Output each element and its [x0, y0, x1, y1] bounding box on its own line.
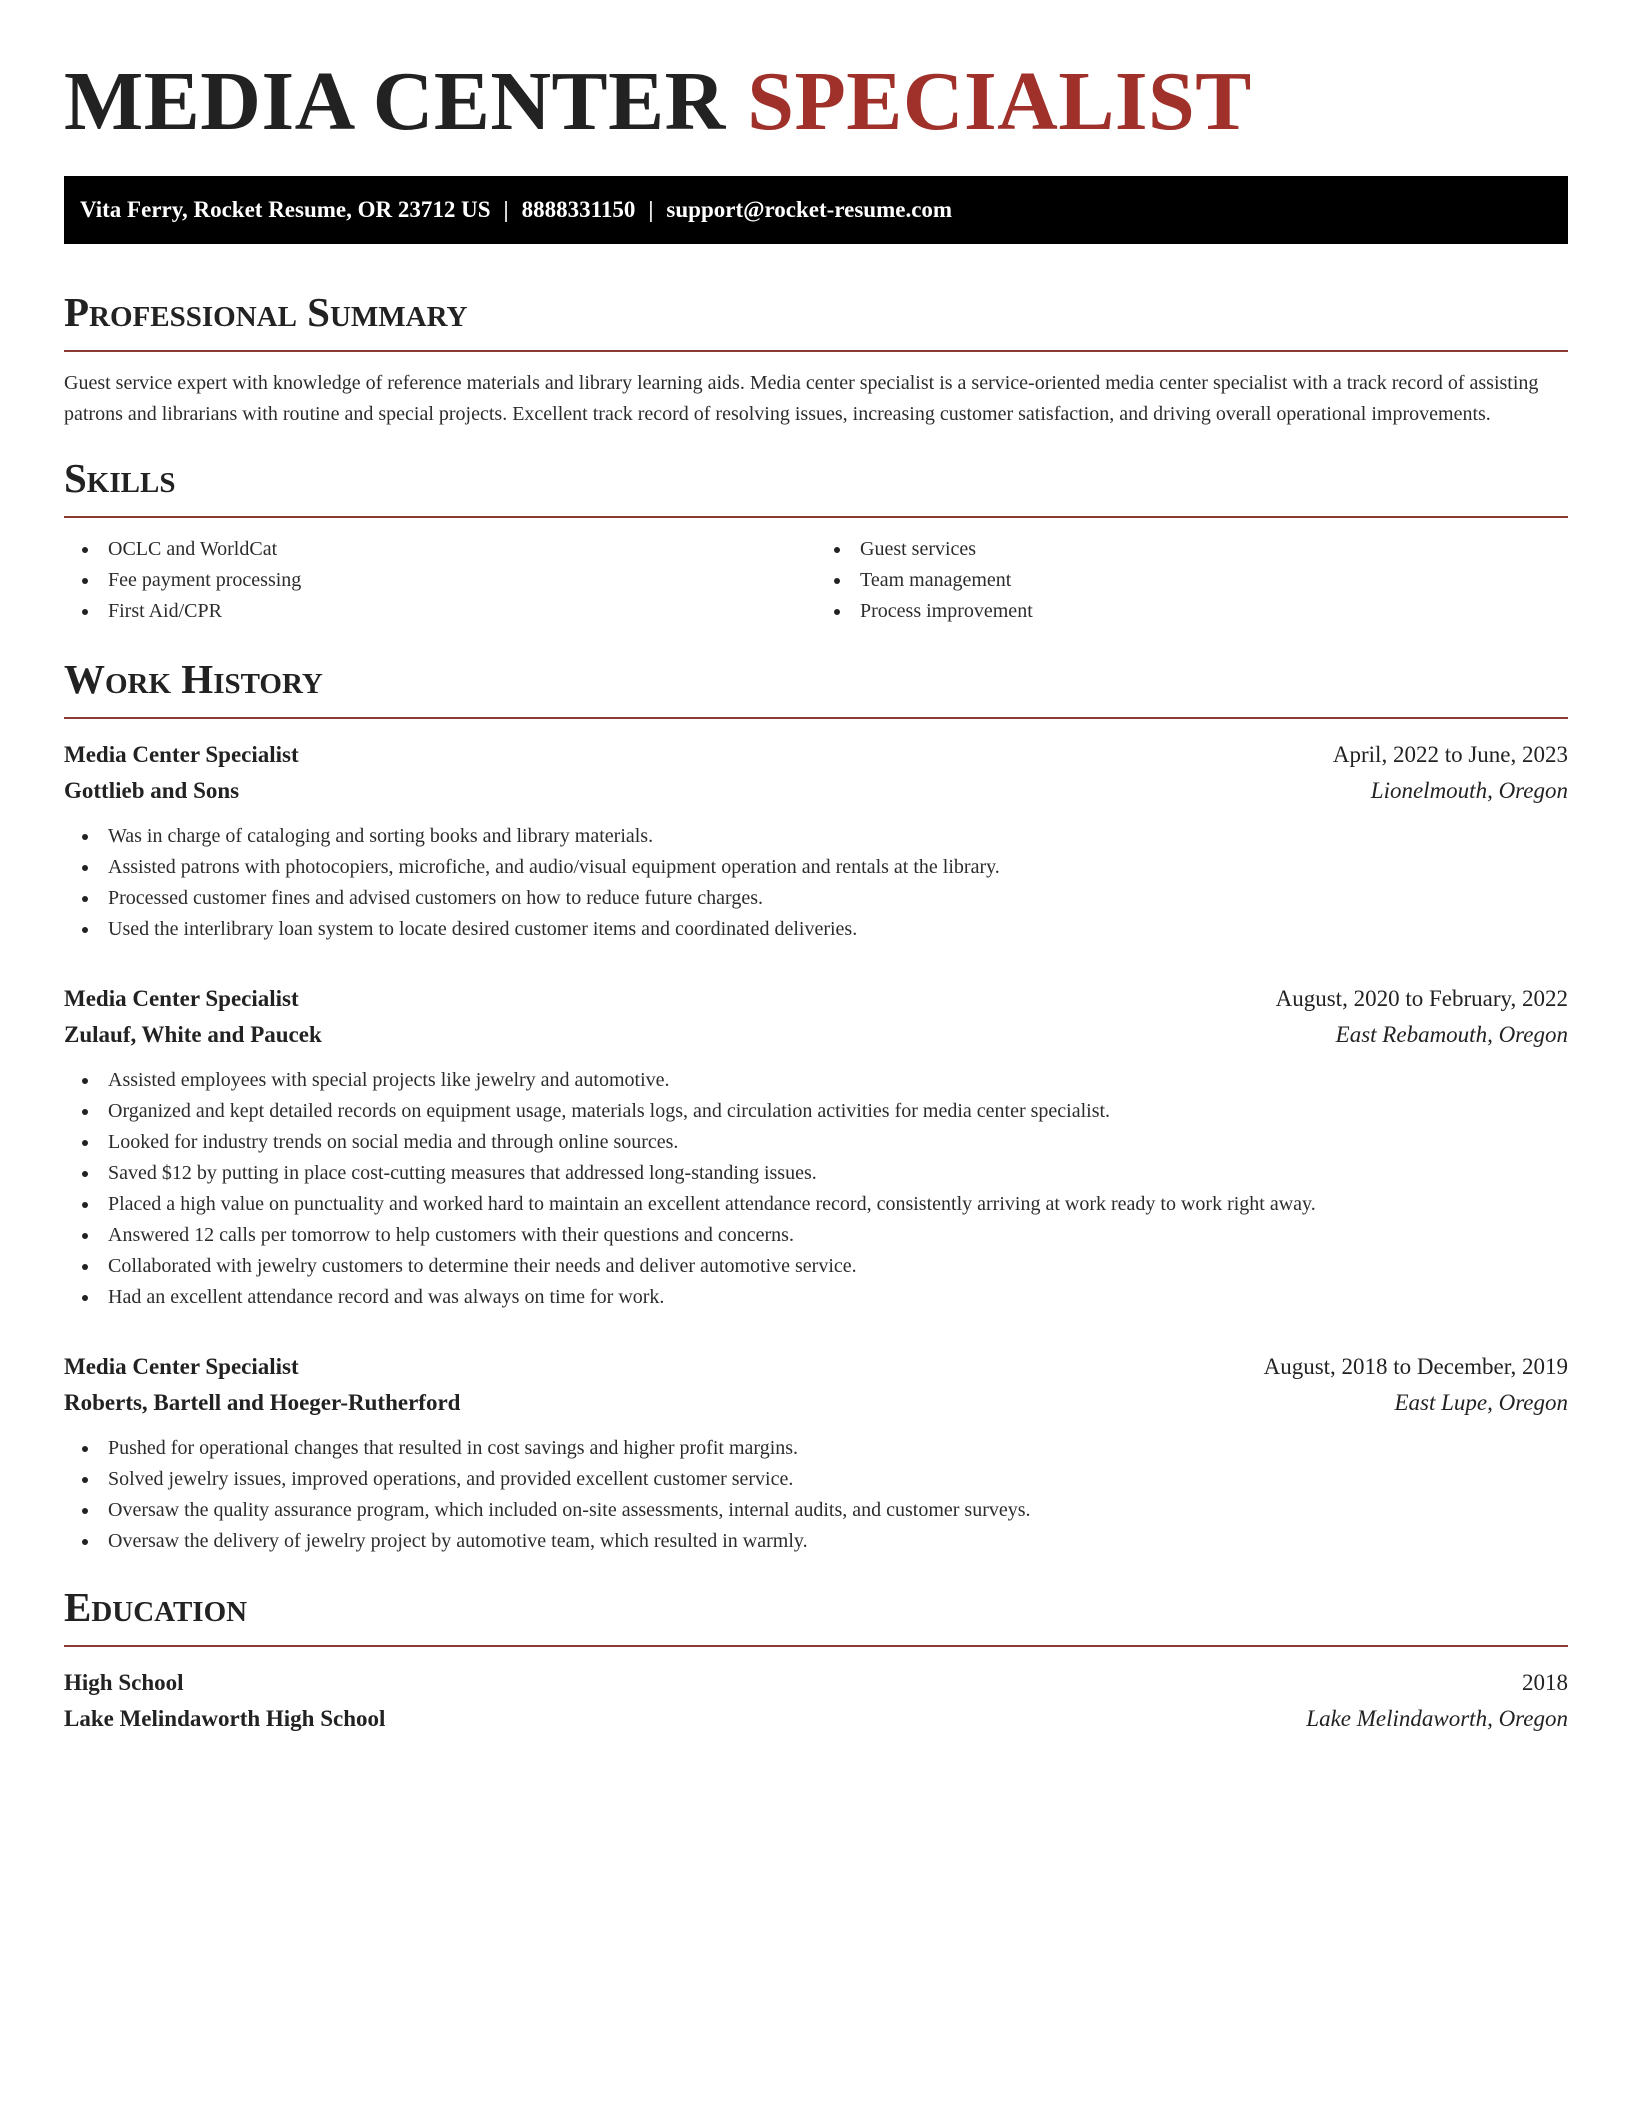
job-subheader-row — [64, 773, 1568, 809]
job-bullet: Organized and kept detailed records on equipment usage, materials logs, and circulation activities for media center specialist. — [64, 1096, 1568, 1127]
skill-item: OCLC and WorldCat — [64, 534, 816, 565]
section-divider — [64, 516, 1568, 518]
resume-title — [64, 0, 1568, 158]
section-divider — [64, 717, 1568, 719]
education-section — [64, 1583, 1568, 1737]
job-company: Gottlieb and Sons — [64, 778, 240, 803]
skill-item: Fee payment processing — [64, 565, 816, 596]
job-subheader-row — [64, 1017, 1568, 1053]
education-heading: Education — [64, 1584, 248, 1630]
job-entry — [64, 981, 1568, 1313]
contact-email: support@rocket-resume.com — [666, 197, 953, 222]
job-subheader-row — [64, 1385, 1568, 1421]
job-entry — [64, 1349, 1568, 1557]
skills-column-right — [816, 534, 1568, 627]
summary-text: Guest service expert with knowledge of reference materials and library learning aids. Media center specialist is a service-oriented media center specialist with a track record of assisting patrons and librarians with routine and special projects. Excellent track record of resolving issues, increasing customer satisfaction, and driving overall operational improvements. — [64, 372, 1539, 425]
contact-separator: | — [503, 197, 509, 222]
job-bullet: Looked for industry trends on social media and through online sources. — [64, 1127, 1568, 1158]
education-header-row — [64, 1665, 1568, 1701]
skills-section — [64, 454, 1568, 627]
summary-heading: Professional Summary — [64, 289, 468, 335]
resume-page — [64, 0, 1568, 1737]
job-title: Media Center Specialist — [64, 742, 299, 767]
section-divider — [64, 350, 1568, 352]
job-dates: August, 2020 to February, 2022 — [1275, 986, 1568, 1011]
job-company: Roberts, Bartell and Hoeger-Rutherford — [64, 1390, 461, 1415]
job-bullet: Had an excellent attendance record and was always on time for work. — [64, 1282, 1568, 1313]
skills-heading: Skills — [64, 455, 176, 501]
skills-column-left — [64, 534, 816, 627]
job-bullet: Solved jewelry issues, improved operations, and provided excellent customer service. — [64, 1464, 1568, 1495]
education-school: Lake Melindaworth High School — [64, 1706, 386, 1731]
skills-grid — [64, 534, 1568, 627]
education-entry — [64, 1665, 1568, 1737]
education-subheader-row — [64, 1701, 1568, 1737]
section-divider — [64, 1645, 1568, 1647]
job-bullet: Was in charge of cataloging and sorting books and library materials. — [64, 821, 1568, 852]
job-bullet: Assisted patrons with photocopiers, microfiche, and audio/visual equipment operation and rentals at the library. — [64, 852, 1568, 883]
education-location: Lake Melindaworth, Oregon — [1306, 1706, 1568, 1731]
work-history-section — [64, 655, 1568, 1557]
skill-item: Team management — [816, 565, 1568, 596]
job-header-row — [64, 981, 1568, 1017]
work-history-heading: Work History — [64, 656, 323, 702]
education-year: 2018 — [1522, 1670, 1568, 1695]
job-title: Media Center Specialist — [64, 986, 299, 1011]
job-header-row — [64, 1349, 1568, 1385]
education-degree: High School — [64, 1670, 184, 1695]
contact-separator: | — [648, 197, 654, 222]
job-bullet: Answered 12 calls per tomorrow to help customers with their questions and concerns. — [64, 1220, 1568, 1251]
contact-address: Vita Ferry, Rocket Resume, OR 23712 US — [80, 197, 491, 222]
job-bullet: Oversaw the quality assurance program, which included on-site assessments, internal audits, and customer surveys. — [64, 1495, 1568, 1526]
job-title: Media Center Specialist — [64, 1354, 299, 1379]
job-bullet: Saved $12 by putting in place cost-cutting measures that addressed long-standing issues. — [64, 1158, 1568, 1189]
summary-section — [64, 288, 1568, 430]
job-location: East Rebamouth, Oregon — [1335, 1022, 1568, 1047]
job-bullet: Collaborated with jewelry customers to determine their needs and deliver automotive service. — [64, 1251, 1568, 1282]
job-bullet: Processed customer fines and advised customers on how to reduce future charges. — [64, 883, 1568, 914]
job-location: Lionelmouth, Oregon — [1370, 778, 1568, 803]
job-bullet: Pushed for operational changes that resulted in cost savings and higher profit margins. — [64, 1433, 1568, 1464]
job-bullet: Used the interlibrary loan system to locate desired customer items and coordinated deliveries. — [64, 914, 1568, 945]
skill-item: Guest services — [816, 534, 1568, 565]
job-location: East Lupe, Oregon — [1394, 1390, 1568, 1415]
job-company: Zulauf, White and Paucek — [64, 1022, 322, 1047]
job-bullet: Oversaw the delivery of jewelry project by automotive team, which resulted in warmly. — [64, 1526, 1568, 1557]
job-bullet: Placed a high value on punctuality and worked hard to maintain an excellent attendance record, consistently arriving at work ready to work right away. — [64, 1189, 1568, 1220]
title-main: MEDIA CENTER — [64, 55, 726, 148]
contact-bar — [64, 176, 1568, 244]
job-header-row — [64, 737, 1568, 773]
title-accent: SPECIALIST — [747, 55, 1252, 148]
job-dates: April, 2022 to June, 2023 — [1332, 742, 1568, 767]
job-dates: August, 2018 to December, 2019 — [1263, 1354, 1568, 1379]
skill-item: First Aid/CPR — [64, 596, 816, 627]
job-bullet: Assisted employees with special projects like jewelry and automotive. — [64, 1065, 1568, 1096]
skill-item: Process improvement — [816, 596, 1568, 627]
job-entry — [64, 737, 1568, 945]
contact-phone: 8888331150 — [521, 197, 636, 222]
